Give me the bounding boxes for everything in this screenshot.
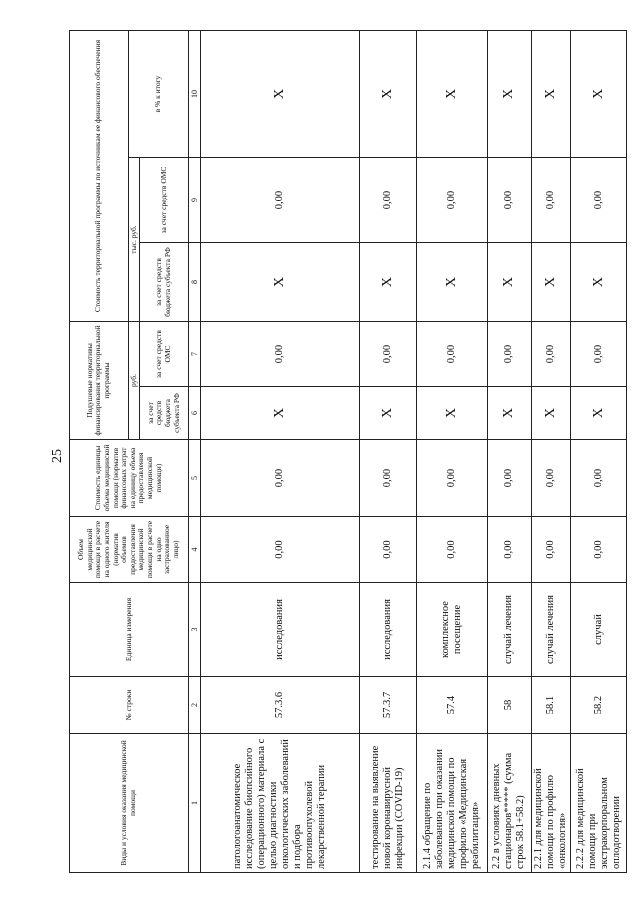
header-line-number: № строки xyxy=(70,677,189,734)
row-volume: 0,00 xyxy=(487,517,531,583)
header-oms-norm: за счет средств ОМС xyxy=(140,322,188,387)
row-line-number: 57.3.6 xyxy=(200,677,359,734)
table-row xyxy=(487,30,531,872)
row-name: 2.1.4 обращение по заболеванию при оказании медицинской помощи по профилю «Медицинская реабилитация» xyxy=(416,734,487,873)
row-percent: X xyxy=(487,30,531,157)
row-percent: X xyxy=(571,30,627,157)
row-budget-norm: X xyxy=(531,387,571,440)
col-number-6: 6 xyxy=(188,387,200,440)
row-budget-cost: X xyxy=(531,243,571,322)
row-budget-cost: X xyxy=(360,243,417,322)
row-percent: X xyxy=(416,30,487,157)
header-oms-cost: за счет средств ОМС xyxy=(140,158,188,243)
row-line-number: 57.4 xyxy=(416,677,487,734)
row-unit-cost: 0,00 xyxy=(360,440,417,517)
row-line-number: 57.3.7 xyxy=(360,677,417,734)
row-unit-cost: 0,00 xyxy=(416,440,487,517)
row-unit: комплексное посещение xyxy=(416,583,487,677)
row-budget-norm: X xyxy=(416,387,487,440)
row-budget-norm: X xyxy=(571,387,627,440)
row-oms-norm: 0,00 xyxy=(200,322,359,387)
col-number-3: 3 xyxy=(188,583,200,677)
header-unit-thousand-rub: тыс. руб. xyxy=(128,158,140,322)
table-row xyxy=(200,30,359,872)
row-oms-norm: 0,00 xyxy=(487,322,531,387)
row-line-number: 58 xyxy=(487,677,531,734)
row-name: 2.2 в условиях дневных стационаров***** (сумма строк 58.1+58.2) xyxy=(487,734,531,873)
table-row xyxy=(571,30,627,872)
row-unit-cost: 0,00 xyxy=(200,440,359,517)
row-unit: случай лечения xyxy=(487,583,531,677)
row-name: 2.2.2 для медицинской помощи при экстракорпоральном оплодотворении xyxy=(571,734,627,873)
row-name: тестирование на выявление новой коронавирусной инфекции (COVID-19) xyxy=(360,734,417,873)
row-budget-cost: X xyxy=(487,243,531,322)
row-unit-cost: 0,00 xyxy=(487,440,531,517)
row-oms-cost: 0,00 xyxy=(531,158,571,243)
table-row xyxy=(360,30,417,872)
header-program-cost: Стоимость территориальной программы по источникам ее финансового обеспечения xyxy=(70,30,129,321)
col-number-9: 9 xyxy=(188,158,200,243)
row-budget-cost: X xyxy=(571,243,627,322)
col-number-7: 7 xyxy=(188,322,200,387)
col-number-2: 2 xyxy=(188,677,200,734)
row-volume: 0,00 xyxy=(571,517,627,583)
row-oms-norm: 0,00 xyxy=(531,322,571,387)
header-per-capita-norms: Подушевые нормативы финансирования территориальной программы xyxy=(70,322,129,440)
col-number-4: 4 xyxy=(188,517,200,583)
header-unit: Единица измерения xyxy=(70,583,189,677)
row-unit: случай лечения xyxy=(531,583,571,677)
col-number-8: 8 xyxy=(188,243,200,322)
row-unit: исследования xyxy=(200,583,359,677)
header-volume: Объем медицинской помощи в расчете на одного жителя (норматив объемов предоставления медицинской помощи в расчете на одно застрахованное лицо) xyxy=(70,517,189,583)
row-oms-cost: 0,00 xyxy=(360,158,417,243)
row-budget-cost: X xyxy=(416,243,487,322)
row-line-number: 58.1 xyxy=(531,677,571,734)
row-percent: X xyxy=(360,30,417,157)
header-unit-rub: руб. xyxy=(128,322,140,440)
row-oms-cost: 0,00 xyxy=(416,158,487,243)
col-number-1: 1 xyxy=(188,734,200,873)
row-volume: 0,00 xyxy=(416,517,487,583)
table-row xyxy=(416,30,487,872)
row-unit-cost: 0,00 xyxy=(531,440,571,517)
program-cost-table xyxy=(69,30,627,873)
header-unit-cost: Стоимость единицы объема медицинской помощи (норматив финансовых затрат на единицу объема предоставления медицинской помощи) xyxy=(70,440,189,517)
row-budget-norm: X xyxy=(200,387,359,440)
header-percent-total: в % к итогу xyxy=(128,30,188,157)
table-row xyxy=(531,30,571,872)
row-unit-cost: 0,00 xyxy=(571,440,627,517)
row-name: 2.2.1 для медицинской помощи по профилю «онкология» xyxy=(531,734,571,873)
page-number: 25 xyxy=(50,449,65,463)
row-percent: X xyxy=(531,30,571,157)
row-unit: случай xyxy=(571,583,627,677)
col-number-10: 10 xyxy=(188,30,200,157)
row-budget-cost: X xyxy=(200,243,359,322)
row-oms-cost: 0,00 xyxy=(200,158,359,243)
row-budget-norm: X xyxy=(360,387,417,440)
row-unit: исследования xyxy=(360,583,417,677)
row-oms-norm: 0,00 xyxy=(416,322,487,387)
header-budget-cost: за счет средств бюджета субъекта РФ xyxy=(140,243,188,322)
row-volume: 0,00 xyxy=(360,517,417,583)
row-name: патологоанатомическое исследование биопсийного (операционного) материала с целью диагностики онкологических заболеваний и подбора противоопухолевой лекарственной терапии xyxy=(200,734,359,873)
row-line-number: 58.2 xyxy=(571,677,627,734)
header-budget-norm: за счет средств бюджета субъекта РФ xyxy=(140,387,188,440)
row-oms-norm: 0,00 xyxy=(360,322,417,387)
row-oms-norm: 0,00 xyxy=(571,322,627,387)
header-type: Виды и условия оказания медицинской помощи xyxy=(70,734,189,873)
col-number-5: 5 xyxy=(188,440,200,517)
row-budget-norm: X xyxy=(487,387,531,440)
row-percent: X xyxy=(200,30,359,157)
row-volume: 0,00 xyxy=(200,517,359,583)
row-oms-cost: 0,00 xyxy=(487,158,531,243)
rotated-table-container xyxy=(69,31,627,873)
row-volume: 0,00 xyxy=(531,517,571,583)
row-oms-cost: 0,00 xyxy=(571,158,627,243)
